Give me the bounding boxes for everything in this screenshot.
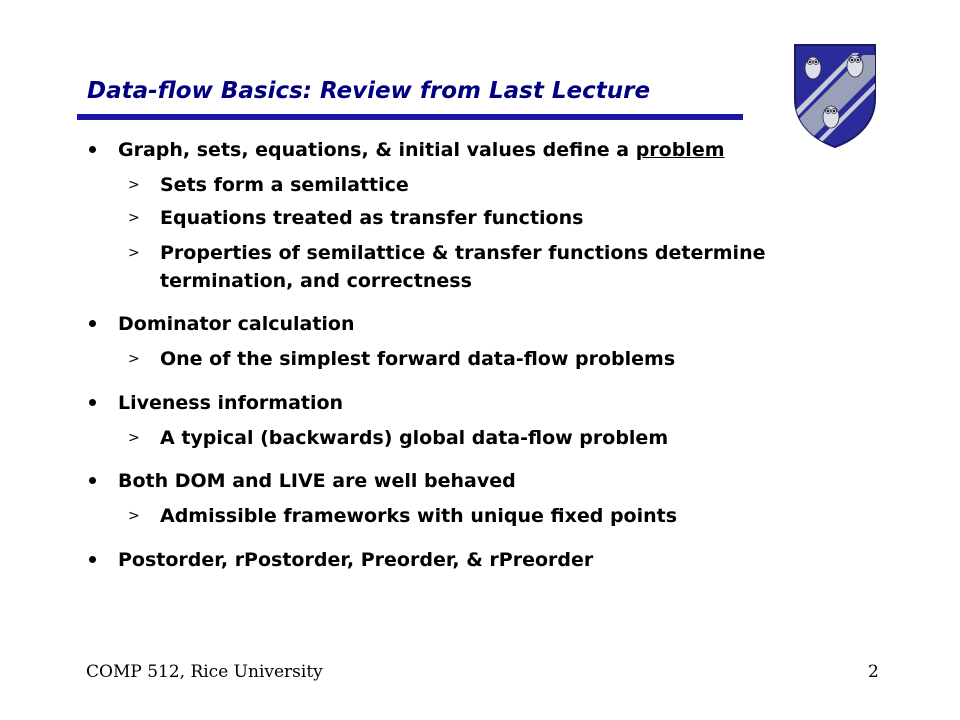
bullet-dot [89, 477, 96, 484]
bullet-5-text: Postorder, rPostorder, Preorder, & rPreorder [118, 549, 594, 571]
sub-bullet-marker: > [128, 430, 140, 446]
sub-bullet-3-1: A typical (backwards) global data-flow problem [160, 427, 669, 449]
owl-left [805, 57, 821, 79]
sub-bullet-marker: > [128, 245, 140, 261]
bullet-1-text: Graph, sets, equations, & initial values define a problem [118, 139, 725, 161]
bullet-4-text: Both DOM and LIVE are well behaved [118, 470, 516, 492]
sub-bullet-4-1: Admissible frameworks with unique fixed points [160, 505, 678, 527]
bullet-dot [89, 556, 96, 563]
sub-bullet-1-3: Properties of semilattice & transfer functions determine [160, 242, 766, 264]
bullet-dot [89, 146, 96, 153]
sub-bullet-marker: > [128, 351, 140, 367]
sub-bullet-marker: > [128, 210, 140, 226]
owl-right [847, 55, 863, 77]
bullet-dot [89, 399, 96, 406]
footer-course: COMP 512, Rice University [86, 662, 323, 682]
sub-bullet-2-1: One of the simplest forward data-flow problems [160, 348, 676, 370]
sub-bullet-marker: > [128, 508, 140, 524]
footer-page-number: 2 [868, 662, 879, 682]
slide-title: Data-flow Basics: Review from Last Lecture [87, 78, 651, 104]
underlined-word: problem [635, 139, 725, 161]
owl-bottom [823, 106, 839, 128]
sub-bullet-1-3-continued: termination, and correctness [160, 270, 472, 292]
rice-university-crest-icon [791, 41, 879, 151]
bullet-dot [89, 320, 96, 327]
title-underline-rule [77, 114, 743, 120]
bullet-2-text: Dominator calculation [118, 313, 355, 335]
sub-bullet-1-1: Sets form a semilattice [160, 174, 409, 196]
bullet-3-text: Liveness information [118, 392, 344, 414]
sub-bullet-1-2: Equations treated as transfer functions [160, 207, 584, 229]
sub-bullet-marker: > [128, 177, 140, 193]
